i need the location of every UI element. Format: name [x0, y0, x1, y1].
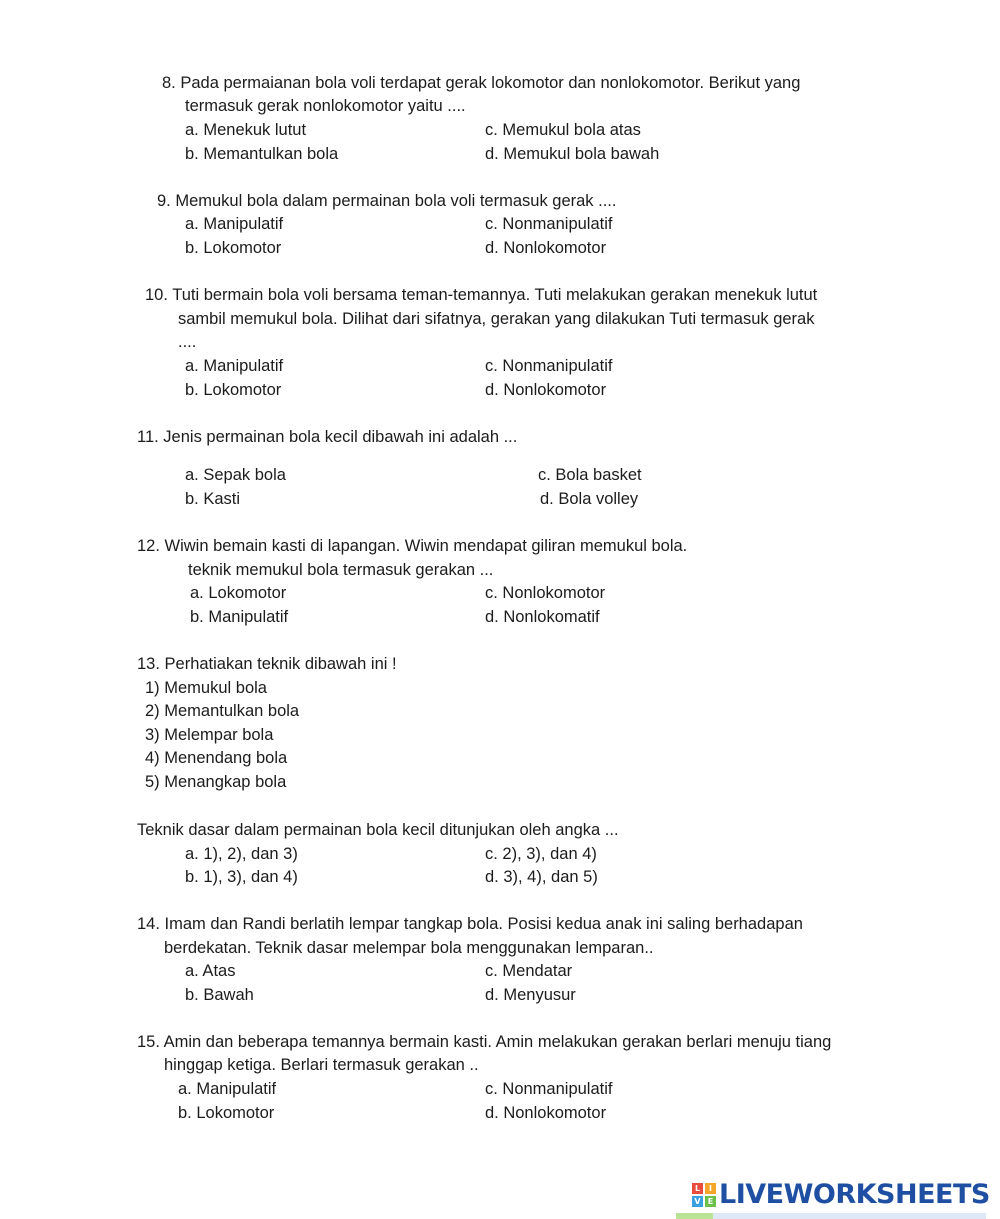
- q14-option-d: d. Menyusur: [485, 986, 576, 1004]
- q14-text-line1: 14. Imam dan Randi berlatih lempar tangkap bola. Posisi kedua anak ini saling berhadapan: [137, 915, 803, 933]
- q13-item-2: 2) Memantulkan bola: [145, 702, 300, 720]
- logo-underline: [676, 1213, 986, 1219]
- q14-option-c: c. Mendatar: [485, 962, 573, 980]
- q10-option-b: b. Lokomotor: [185, 381, 282, 399]
- q9-option-a: a. Manipulatif: [185, 215, 284, 233]
- q13-item-4: 4) Menendang bola: [145, 749, 288, 767]
- q9-option-d: d. Nonlokomotor: [485, 239, 607, 257]
- q13-option-d: d. 3), 4), dan 5): [485, 868, 598, 886]
- q12-option-d: d. Nonlokomatif: [485, 608, 600, 626]
- q13-prompt: Teknik dasar dalam permainan bola kecil ditunjukan oleh angka ...: [137, 821, 619, 839]
- q13-text-line1: 13. Perhatiakan teknik dibawah ini !: [137, 655, 397, 673]
- q13-item-5: 5) Menangkap bola: [145, 773, 287, 791]
- q10-text-line3: ....: [178, 333, 197, 351]
- q9-option-b: b. Lokomotor: [185, 239, 282, 257]
- q12-option-c: c. Nonlokomotor: [485, 584, 606, 602]
- q8-text-line2: termasuk gerak nonlokomotor yaitu ....: [185, 97, 466, 115]
- q13-item-1: 1) Memukul bola: [145, 679, 267, 697]
- q15-text-line2: hinggap ketiga. Berlari termasuk gerakan ..: [164, 1056, 479, 1074]
- q10-option-a: a. Manipulatif: [185, 357, 284, 375]
- liveworksheets-logo: [692, 1178, 990, 1212]
- logo-text: LIVEWORKSHEETS: [719, 1179, 990, 1210]
- q9-option-c: c. Nonmanipulatif: [485, 215, 613, 233]
- q13-option-c: c. 2), 3), dan 4): [485, 845, 597, 863]
- q11-text-line1: 11. Jenis permainan bola kecil dibawah ini adalah ...: [137, 428, 518, 446]
- q10-option-d: d. Nonlokomotor: [485, 381, 607, 399]
- logo-grid-icon: [692, 1183, 716, 1207]
- q10-text-line1: 10. Tuti bermain bola voli bersama teman-temannya. Tuti melakukan gerakan menekuk lutut: [145, 286, 818, 304]
- q14-option-b: b. Bawah: [185, 986, 254, 1004]
- q11-option-c: c. Bola basket: [538, 466, 642, 484]
- q13-option-a: a. 1), 2), dan 3): [185, 845, 298, 863]
- logo-tile-l: L: [692, 1183, 703, 1194]
- q15-option-b: b. Lokomotor: [178, 1104, 275, 1122]
- q15-text-line1: 15. Amin dan beberapa temannya bermain kasti. Amin melakukan gerakan berlari menuju tiang: [137, 1033, 832, 1051]
- q9-text-line1: 9. Memukul bola dalam permainan bola voli termasuk gerak ....: [157, 192, 617, 210]
- q11-option-b: b. Kasti: [185, 490, 241, 508]
- logo-tile-i: I: [705, 1183, 716, 1194]
- q14-option-a: a. Atas: [185, 962, 236, 980]
- q10-text-line2: sambil memukul bola. Dilihat dari sifatnya, gerakan yang dilakukan Tuti termasuk gerak: [178, 310, 815, 328]
- q8-text-line1: 8. Pada permaianan bola voli terdapat gerak lokomotor dan nonlokomotor. Berikut yang: [162, 74, 801, 92]
- q14-text-line2: berdekatan. Teknik dasar melempar bola menggunakan lemparan..: [164, 939, 654, 957]
- q8-option-a: a. Menekuk lutut: [185, 121, 307, 139]
- q15-option-c: c. Nonmanipulatif: [485, 1080, 613, 1098]
- q12-option-b: b. Manipulatif: [190, 608, 289, 626]
- q12-text-line1: 12. Wiwin bemain kasti di lapangan. Wiwin mendapat giliran memukul bola.: [137, 537, 688, 555]
- q8-option-c: c. Memukul bola atas: [485, 121, 641, 139]
- q15-option-d: d. Nonlokomotor: [485, 1104, 607, 1122]
- q13-item-3: 3) Melempar bola: [145, 726, 274, 744]
- q11-option-d: d. Bola volley: [540, 490, 639, 508]
- q11-option-a: a. Sepak bola: [185, 466, 286, 484]
- q8-option-b: b. Memantulkan bola: [185, 145, 339, 163]
- q12-option-a: a. Lokomotor: [190, 584, 287, 602]
- q12-text-line2: teknik memukul bola termasuk gerakan ...: [188, 561, 494, 579]
- q10-option-c: c. Nonmanipulatif: [485, 357, 613, 375]
- logo-tile-v: V: [692, 1196, 703, 1207]
- q8-option-d: d. Memukul bola bawah: [485, 145, 660, 163]
- q13-option-b: b. 1), 3), dan 4): [185, 868, 298, 886]
- q15-option-a: a. Manipulatif: [178, 1080, 277, 1098]
- logo-tile-e: E: [705, 1196, 716, 1207]
